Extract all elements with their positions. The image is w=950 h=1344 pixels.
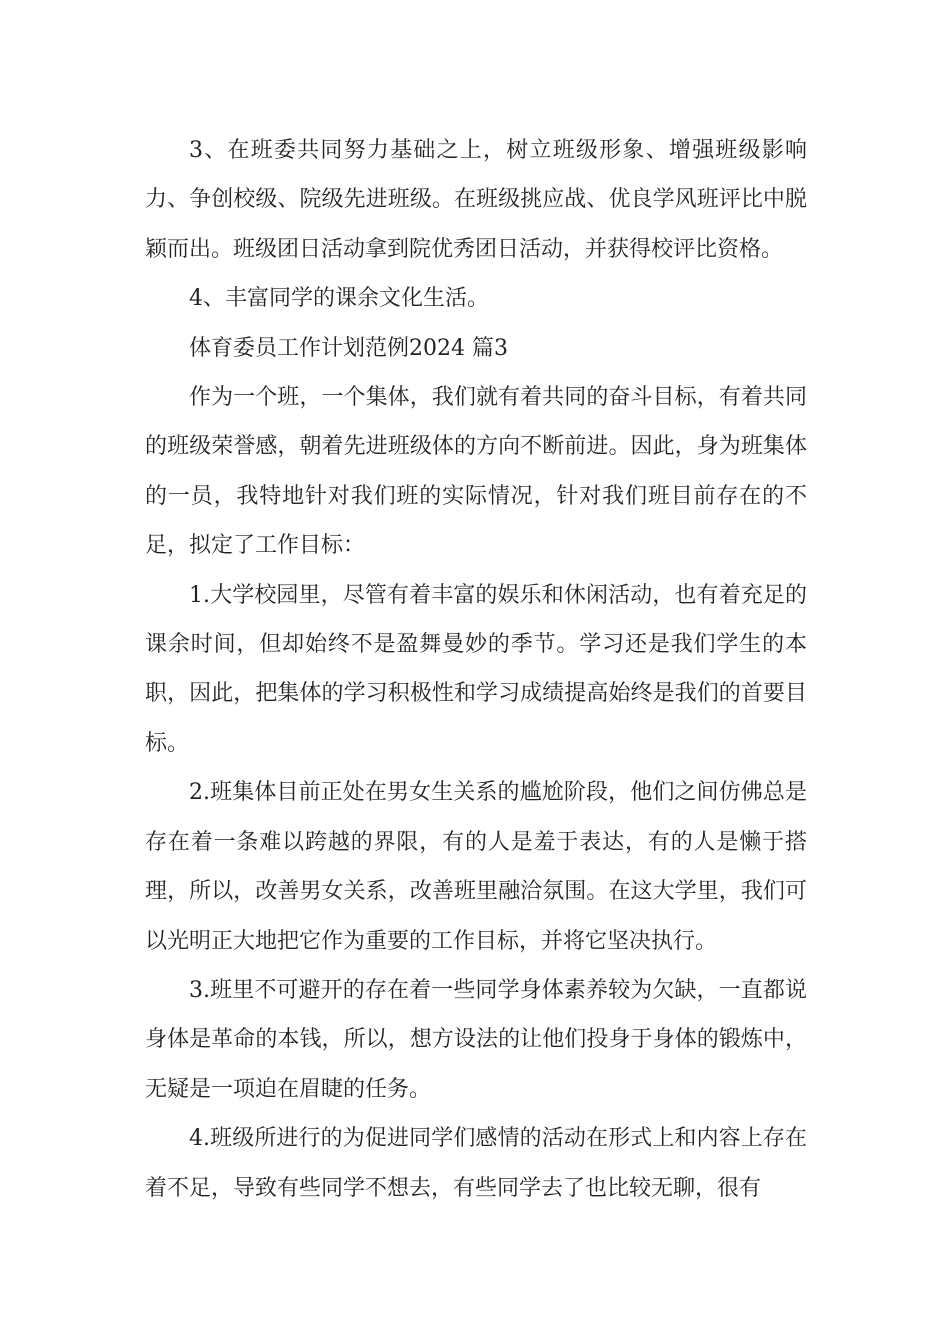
section-heading: 体育委员工作计划范例2024 篇3 bbox=[189, 335, 508, 361]
paragraph-item-2: 2.班集体目前正处在男女生关系的尴尬阶段，他们之间仿佛总是存在着一条难以跨越的界限，有的人是羞于表达，有的人是懒于搭理，所以，改善男女关系，改善班里融洽氛围。在这大学里，我们可以光明正大地把它作为重要的工作目标，并将它坚决执行。 bbox=[145, 780, 807, 954]
paragraph-goal-3: 3、在班委共同努力基础之上，树立班级形象、增强班级影响力、争创校级、院级先进班级。在班级挑应战、优良学风班评比中脱颖而出。班级团日活动拿到院优秀团日活动，并获得校评比资格。 bbox=[145, 138, 807, 262]
paragraph-goal-4: 4、丰富同学的课余文化生活。 bbox=[189, 286, 489, 312]
paragraph-item-1: 1.大学校园里，尽管有着丰富的娱乐和休闲活动，也有着充足的课余时间，但却始终不是盈舞曼妙的季节。学习还是我们学生的本职，因此，把集体的学习积极性和学习成绩提高始终是我们的首要目标。 bbox=[145, 582, 807, 756]
paragraph-intro: 作为一个班，一个集体，我们就有着共同的奋斗目标，有着共同的班级荣誉感，朝着先进班级体的方向不断前进。因此，身为班集体的一员，我特地针对我们班的实际情况，针对我们班目前存在的不足，拟定了工作目标： bbox=[145, 385, 807, 559]
paragraph-item-3: 3.班里不可避开的存在着一些同学身体素养较为欠缺，一直都说身体是革命的本钱，所以，想方设法的让他们投身于身体的锻炼中，无疑是一项迫在眉睫的任务。 bbox=[145, 977, 807, 1102]
paragraph-item-4: 4.班级所进行的为促进同学们感情的活动在形式上和内容上存在着不足，导致有些同学不想去，有些同学去了也比较无聊，很有 bbox=[145, 1126, 807, 1201]
document-page bbox=[145, 126, 807, 1213]
